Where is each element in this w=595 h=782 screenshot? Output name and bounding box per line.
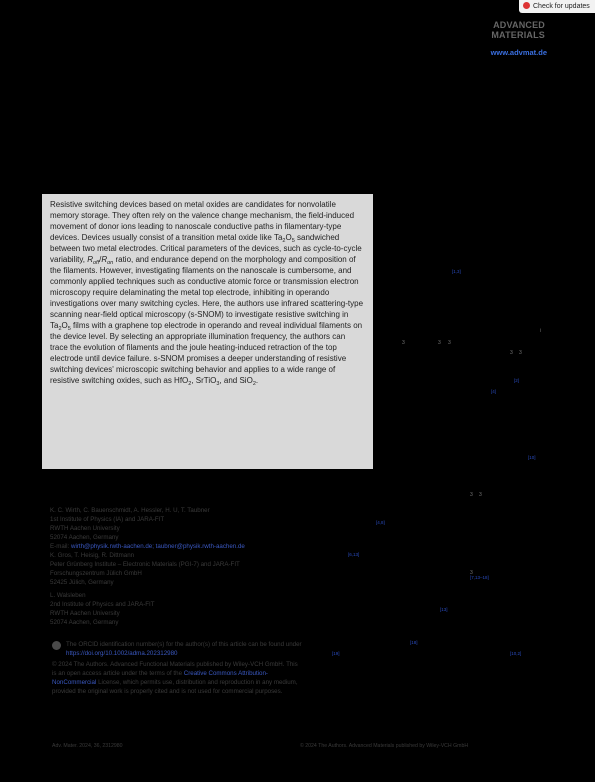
logo-line-2: MATERIALS xyxy=(491,30,545,40)
reference-marker[interactable]: [10,2] xyxy=(510,651,522,656)
text-fragment: 3 xyxy=(510,350,513,356)
abstract-text-1: Resistive switching devices based on metal oxides are candidates for nonvolatile memory storage. They often rely on the valence change mechanism, the field-induced movement of donor ions leading to nanoscale conductive paths in filamentary-type devices. Devices usually consist of a transition metal oxide like Ta xyxy=(50,200,355,242)
footer-copyright: © 2024 The Authors. Advanced Materials published by Wiley-VCH GmbH xyxy=(300,743,469,749)
text-fragment: 3 xyxy=(470,570,473,576)
reference-marker[interactable]: [4,8] xyxy=(376,520,385,525)
email-line xyxy=(50,542,300,551)
text-fragment: 3 xyxy=(470,492,473,498)
abstract-text-4: films with a graphene top electrode in operando and reveal individual filaments on the device level. By selecting an appropriate illumination frequency, the authors can trace the evolution of filaments and the joule heating-induced retraction of the top electrode until device failure. s-SNOM promises a deeper understanding of resistive switching devices' microscopic switching behavior and applies to a wide range of resistive switching oxides, such as HfO xyxy=(50,321,363,385)
subscript: 2 xyxy=(282,238,286,244)
institution-2-org: Forschungszentrum Jülich GmbH xyxy=(50,570,142,577)
slash: / xyxy=(99,255,102,264)
reference-marker[interactable]: [10] xyxy=(528,455,536,460)
author-list-3: L. Walsleben xyxy=(50,592,86,599)
check-for-updates-button[interactable] xyxy=(519,0,595,13)
subscript: 2 xyxy=(58,326,62,332)
abstract-text-3: ratio, and endurance depend on the morphology and composition of the filaments. However, investigating filaments on the nanoscale is cumbersome, and commonly applied techniques such as conductive atomic force or transmission electron microscopy require delaminating the metal top electrode, inhibiting in operando investigations over many switching cycles. Here, the authors use infrared scattering-type scanning near-field optical microscopy (s-SNOM) to investigate resistive switching in Ta xyxy=(50,255,364,330)
abstract-text-4c: , and SiO xyxy=(219,376,253,385)
license-note xyxy=(52,660,302,696)
crossmark-icon xyxy=(523,2,530,9)
abstract-box xyxy=(42,194,373,469)
affiliations xyxy=(50,506,300,627)
reference-marker[interactable]: [7,13–18] xyxy=(470,575,489,580)
text-fragment: i xyxy=(540,328,542,334)
reference-marker[interactable]: [1,3] xyxy=(452,269,461,274)
text-fragment: 3 xyxy=(479,492,482,498)
reference-marker[interactable]: [4] xyxy=(491,389,497,394)
institution-3-university: RWTH Aachen University xyxy=(50,610,120,617)
institution-2: Peter Grünberg Institute – Electronic Materials (PGI-7) and JARA-FIT xyxy=(50,561,240,568)
abstract-text-2: sandwiched between two metal electrodes. Critical parameters of the devices, such as cycle-to-cycle variability, xyxy=(50,233,362,264)
reference-marker[interactable]: [19] xyxy=(332,651,340,656)
text-fragment: 3 xyxy=(448,340,451,346)
reference-marker[interactable]: [18] xyxy=(410,640,418,645)
orcid-doi-link[interactable]: https://doi.org/10.1002/adma.202312980 xyxy=(66,650,178,657)
abstract-text-4d: . xyxy=(255,376,259,385)
institution-1-address: 52074 Aachen, Germany xyxy=(50,534,119,541)
reference-marker[interactable]: [6,13] xyxy=(348,552,360,557)
email-link[interactable]: wirth@physik.rwth-aachen.de; taubner@physik.rwth-aachen.de xyxy=(70,543,245,550)
ron-symbol: $R_{on}$ xyxy=(101,255,114,266)
orcid-icon xyxy=(52,641,61,650)
license-text-2: License, which permits use, distribution and reproduction in any medium, provided the original work is properly cited and is not used for commercial purposes. xyxy=(52,679,298,695)
logo-line-1: ADVANCED xyxy=(493,20,545,30)
subscript: 3 xyxy=(216,381,220,387)
subscript: 2 xyxy=(252,381,256,387)
abstract-text-1b: O xyxy=(285,233,292,242)
journal-url-link[interactable]: www.advmat.de xyxy=(490,48,547,57)
roff-symbol: $R_{off}$ xyxy=(87,255,100,266)
check-for-updates-label: Check for updates xyxy=(533,3,590,10)
text-fragment: 3 xyxy=(402,340,405,346)
orcid-text-wrap xyxy=(52,640,302,658)
subscript: 5 xyxy=(291,238,295,244)
institution-1-university: RWTH Aachen University xyxy=(50,525,120,532)
institution-1: 1st Institute of Physics (IA) and JARA-FIT xyxy=(50,516,165,523)
reference-marker[interactable]: [2] xyxy=(514,378,520,383)
abstract-text-4b: , SrTiO xyxy=(191,376,217,385)
institution-3-address: 52074 Aachen, Germany xyxy=(50,619,119,626)
cc-license-link[interactable]: Creative Commons Attribution-NonCommercial xyxy=(52,670,268,686)
orcid-note xyxy=(52,640,302,658)
text-fragment: 3 xyxy=(519,350,522,356)
license-text-1: © 2024 The Authors. Advanced Functional Materials published by Wiley-VCH GmbH. This is an open access article under the terms of the xyxy=(52,661,298,677)
text-fragment: 3 xyxy=(438,340,441,346)
abstract-text-3b: O xyxy=(61,321,68,330)
institution-3: 2nd Institute of Physics and JARA-FIT xyxy=(50,601,155,608)
email-label: E-mail: xyxy=(50,543,71,550)
footer-citation: Adv. Mater. 2024, 36, 2312980 xyxy=(52,743,123,749)
institution-2-address: 52425 Jülich, Germany xyxy=(50,579,114,586)
author-list-2: K. Gros, T. Heisig, R. Dittmann xyxy=(50,552,135,559)
author-list-1: K. C. Wirth, C. Bauenschmidt, A. Hessler, H. U, T. Taubner xyxy=(50,507,210,514)
journal-logo xyxy=(491,20,545,40)
subscript: 5 xyxy=(67,326,71,332)
orcid-text: The ORCID identification number(s) for the author(s) of this article can be found under xyxy=(66,641,302,648)
reference-marker[interactable]: [13] xyxy=(440,607,448,612)
subscript: 2 xyxy=(188,381,192,387)
